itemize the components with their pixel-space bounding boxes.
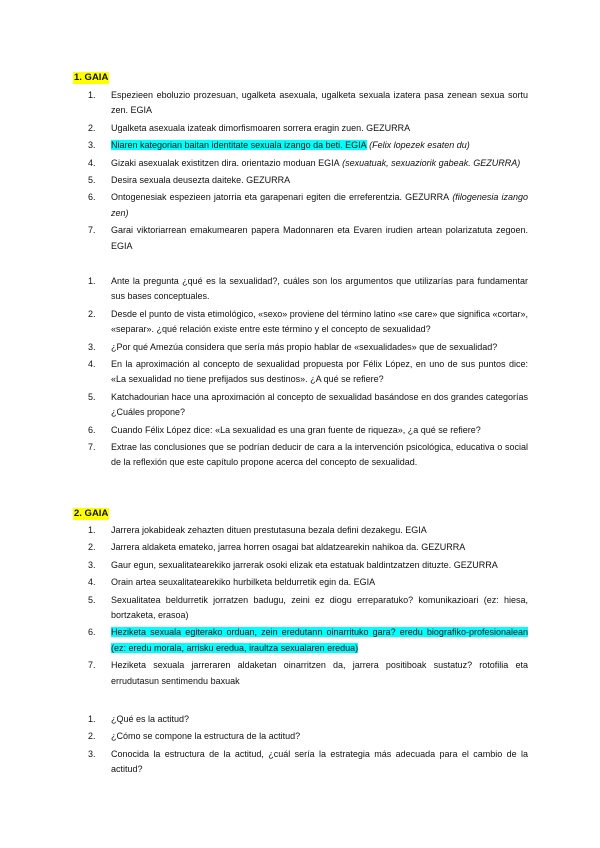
highlighted-item-text: Niaren kategorian baitan identitate sexuala izango da beti. EGIA [111,140,367,151]
list-item [0,88,600,119]
list-item [0,223,600,254]
item-text: Jarrera aldaketa emateko, jarrea horren osagai bat aldatzearekin nahikoa da. GEZURRA [111,542,466,553]
list-item [0,357,600,388]
section-1-heading: 1. GAIA [74,72,109,83]
item-text: Garai viktoriarrean emakumearen papera Madonnaren eta Evaren irudien artean polarizatuta zegoen. EGIA [111,225,528,251]
list-item [0,523,600,538]
item-number: 5. [88,175,96,186]
item-number: 2. [88,542,96,553]
item-text: Conocida la estructura de la actitud, ¿cuál sería la estrategia más adecuada para el cambio de la actitud? [111,748,528,775]
item-number: 6. [88,424,96,435]
item-number: 1. [88,525,96,535]
list-item [0,593,600,624]
list-item [0,747,600,778]
list-item [0,274,600,305]
item-text: Cuando Félix López dice: «La sexualidad es una gran fuente de riqueza», ¿a qué se refiere? [111,424,481,435]
item-text: Desde el punto de vista etimológico, «sexo» proviene del término latino «se care» que significa «cortar», «separar». ¿qué relación existe entre este término y el concepto de sexualidad? [111,308,528,335]
item-text: Jarrera jokabideak zehazten dituen prestutasuna bezala defini dezakegu. EGIA [111,525,427,535]
item-number: 7. [88,225,96,236]
item-text: Ontogenesiak espezieen jatorria eta garapenari egiten die erreferentzia. GEZURRA [111,192,450,203]
item-number: 4. [88,157,96,168]
item-number: 6. [88,627,96,638]
list-item [0,190,600,221]
item-number: 2. [88,731,96,742]
item-number: 4. [88,359,96,370]
item-number: 1. [88,714,96,724]
section-2-heading: 2. GAIA [74,508,109,519]
item-number: 3. [88,559,96,570]
list-item [0,440,600,471]
item-text: Ante la pregunta ¿qué es la sexualidad?, cuáles son los argumentos que utilizarías para fundamentar sus bases conceptuales. [111,276,528,302]
section-2-statements [0,523,600,691]
item-number: 3. [88,341,96,352]
item-number: 5. [88,594,96,605]
list-item [0,390,600,421]
list-item [0,575,600,590]
item-number: 2. [88,122,96,133]
list-item [0,121,600,136]
item-number: 5. [88,391,96,402]
item-number: 1. [88,90,96,100]
item-text: ¿Cómo se compone la estructura de la actitud? [111,731,301,742]
list-item [0,340,600,355]
item-text: Desira sexuala deusezta daiteke. GEZURRA [111,175,291,186]
item-number: 4. [88,577,96,588]
item-text: Orain artea seuxalitatearekiko hurbilketa beldurretik egin da. EGIA [111,577,376,588]
section-1-questions [0,274,600,473]
item-text: Ugalketa asexuala izateak dimorfismoaren sorrera eragin zuen. GEZURRA [111,122,411,133]
list-item [0,173,600,188]
item-number: 3. [88,748,96,759]
item-text: Gaur egun, sexualitatearekiko jarrerak osoki elizak eta estatuak baldintzatzen dituzte. GEZURRA [111,559,498,570]
list-item [0,729,600,744]
list-item [0,423,600,438]
section-1-statements [0,88,600,256]
item-number: 7. [88,442,96,453]
list-item [0,712,600,727]
item-note: (Felix lopezek esaten du) [366,140,470,151]
item-number: 7. [88,660,96,671]
item-note: (filogenesia izango zen) [111,192,528,218]
list-item [0,625,600,656]
list-item [0,558,600,573]
item-text: Extrae las conclusiones que se podrían deducir de cara a la intervención psicológica, educativa o social de la reflexión que este capítulo propone acerca del concepto de sexualidad. [111,442,528,468]
item-text: En la aproximación al concepto de sexualidad propuesta por Félix López, en uno de sus puntos dice: «La sexualidad no tiene prefijados sus destinos». ¿A qué se refiere? [111,359,528,385]
item-text: ¿Por qué Amezúa considera que sería más propio hablar de «sexualidades» que de sexualidad? [111,341,498,352]
list-item [0,138,600,153]
list-item [0,156,600,171]
list-item [0,540,600,555]
item-text: ¿Qué es la actitud? [111,714,190,724]
list-item [0,307,600,338]
list-item [0,658,600,689]
item-number: 3. [88,140,96,151]
item-text: Espezieen eboluzio prozesuan, ugalketa asexuala, ugalketa sexuala izatera pasa zenean sexua sortu zen. EGIA [111,90,528,116]
item-number: 6. [88,192,96,203]
item-text: Katchadourian hace una aproximación al concepto de sexualidad basándose en dos grandes categorías ¿Cuáles propone? [111,391,528,418]
item-note: (sexuatuak, sexuaziorik gabeak. GEZURRA) [339,157,521,168]
item-number: 2. [88,308,96,319]
item-text: Gizaki asexualak existitzen dira. orientazio moduan EGIA [111,157,340,168]
item-text: Heziketa sexuala jarreraren aldaketan oinarritzen da, jarrera positiboak sustatuz? rotofilia eta errudutasun sentimendu baxuak [111,660,528,686]
section-2-questions [0,712,600,780]
item-number: 1. [88,276,96,286]
highlighted-item-text: Heziketa sexuala egiterako orduan, zein eredutann oinarrituko gara? eredu biografiko-profesionalean (ez: eredu morala, arrisku eredua, iraultza sexualaren eredua) [111,627,528,653]
item-text: Sexualitatea beldurretik jorratzen badugu, zeini ez diogu erreparatuko? komunikazioari (ez: hiesa, bortzaketa, erasoa) [111,594,528,621]
